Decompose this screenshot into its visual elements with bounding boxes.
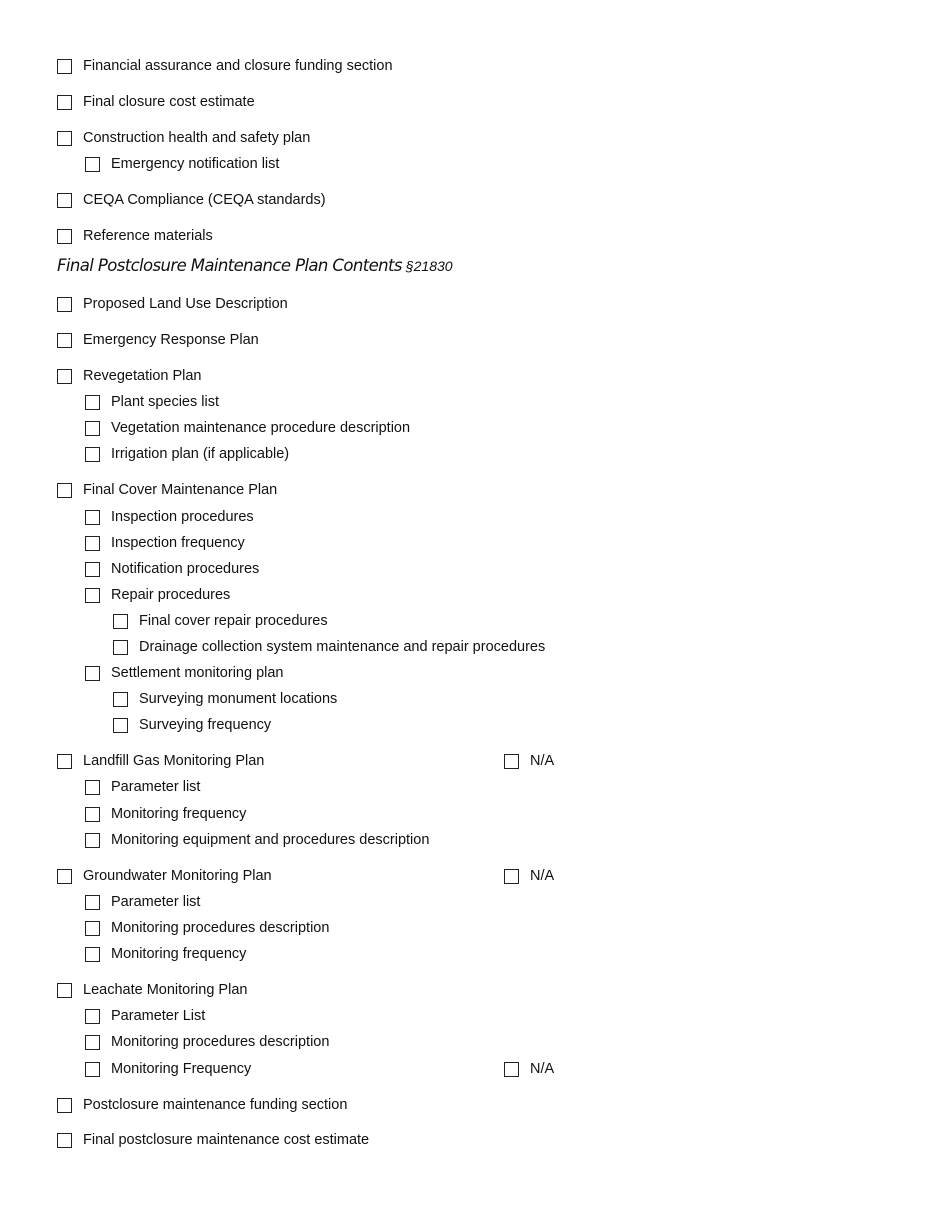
checkbox[interactable] <box>85 947 100 962</box>
checklist-label: Parameter List <box>111 1008 206 1024</box>
checklist-label: Reference materials <box>83 228 213 244</box>
checkbox[interactable] <box>85 833 100 848</box>
checklist-label: CEQA Compliance (CEQA standards) <box>83 192 326 208</box>
checklist-subitem <box>85 1006 205 1026</box>
checkbox[interactable] <box>113 614 128 629</box>
checklist-subitem <box>85 944 246 964</box>
checkbox[interactable] <box>85 921 100 936</box>
checklist-label: Parameter list <box>111 779 201 795</box>
checklist-subitem <box>85 507 254 527</box>
checkbox[interactable] <box>85 780 100 795</box>
checklist-label: Final postclosure maintenance cost estimate <box>83 1132 370 1148</box>
checklist-subitem <box>85 585 230 605</box>
checklist-label: Drainage collection system maintenance and repair procedures <box>139 639 546 655</box>
checklist-subitem <box>85 918 329 938</box>
checklist-label: Monitoring frequency <box>111 946 247 962</box>
checklist-label: Monitoring Frequency <box>111 1061 252 1077</box>
checklist-label: Proposed Land Use Description <box>83 296 288 312</box>
checklist-subitem <box>85 1059 251 1079</box>
checkbox[interactable] <box>85 562 100 577</box>
checkbox[interactable] <box>57 1098 72 1113</box>
checklist-label: Postclosure maintenance funding section <box>83 1097 348 1113</box>
checklist-item <box>57 330 259 350</box>
checklist-label: Plant species list <box>111 394 219 410</box>
checklist-subitem <box>85 1032 329 1052</box>
checklist-label: Monitoring procedures description <box>111 1034 330 1050</box>
checkbox[interactable] <box>85 421 100 436</box>
checkbox[interactable] <box>85 895 100 910</box>
checkbox[interactable] <box>113 692 128 707</box>
section-title: Final Postclosure Maintenance Plan Contents <box>57 256 402 275</box>
checklist-label: Construction health and safety plan <box>83 130 311 146</box>
checkbox[interactable] <box>85 447 100 462</box>
checklist-item <box>57 190 326 210</box>
checklist-item <box>57 226 213 246</box>
checklist-label: Revegetation Plan <box>83 368 202 384</box>
checklist-label: Notification procedures <box>111 561 260 577</box>
checklist-label: Financial assurance and closure funding section <box>83 58 393 74</box>
checklist-subitem <box>85 777 200 797</box>
checkbox[interactable] <box>113 640 128 655</box>
checklist-label: Final Cover Maintenance Plan <box>83 482 278 498</box>
checklist-item <box>57 980 247 1000</box>
checkbox[interactable] <box>85 588 100 603</box>
checkbox[interactable] <box>85 807 100 822</box>
checklist-label: Monitoring frequency <box>111 806 247 822</box>
checkbox[interactable] <box>57 131 72 146</box>
checklist-label: Leachate Monitoring Plan <box>83 982 248 998</box>
na-option <box>504 751 554 771</box>
checkbox[interactable] <box>85 1035 100 1050</box>
checkbox[interactable] <box>57 333 72 348</box>
checkbox[interactable] <box>57 297 72 312</box>
checkbox[interactable] <box>57 229 72 244</box>
checklist-label: Monitoring procedures description <box>111 920 330 936</box>
checklist-label: Monitoring equipment and procedures description <box>111 832 430 848</box>
checklist-item <box>57 1095 347 1115</box>
checklist-subsubitem <box>113 637 545 657</box>
checklist-subsubitem <box>113 715 271 735</box>
checklist-label: Vegetation maintenance procedure description <box>111 420 411 436</box>
na-checkbox[interactable] <box>504 754 519 769</box>
checklist-label: Surveying frequency <box>139 717 272 733</box>
checkbox[interactable] <box>113 718 128 733</box>
checklist-item <box>57 294 288 314</box>
section-heading <box>57 256 453 278</box>
checklist-subitem <box>85 830 429 850</box>
na-checkbox[interactable] <box>504 1062 519 1077</box>
na-checkbox[interactable] <box>504 869 519 884</box>
checklist-label: Repair procedures <box>111 587 231 603</box>
checklist-item <box>57 92 255 112</box>
checkbox[interactable] <box>57 983 72 998</box>
checkbox[interactable] <box>57 193 72 208</box>
na-label: N/A <box>530 753 555 769</box>
na-option <box>504 1059 554 1079</box>
checkbox[interactable] <box>85 157 100 172</box>
checkbox[interactable] <box>57 483 72 498</box>
checkbox[interactable] <box>85 1009 100 1024</box>
checklist-label: Final cover repair procedures <box>139 613 328 629</box>
na-label: N/A <box>530 868 555 884</box>
checklist-item <box>57 366 202 386</box>
checklist-label: Emergency notification list <box>111 156 280 172</box>
checklist-item <box>57 1130 369 1150</box>
checklist-item <box>57 866 272 886</box>
checklist-item <box>57 480 277 500</box>
checklist-subitem <box>85 392 219 412</box>
checkbox[interactable] <box>85 510 100 525</box>
checkbox[interactable] <box>57 59 72 74</box>
na-label: N/A <box>530 1061 555 1077</box>
checklist-subsubitem <box>113 611 328 631</box>
checklist-label: Inspection procedures <box>111 509 254 525</box>
na-option <box>504 866 554 886</box>
checklist-label: Groundwater Monitoring Plan <box>83 868 272 884</box>
checkbox[interactable] <box>85 395 100 410</box>
checkbox[interactable] <box>85 666 100 681</box>
checkbox[interactable] <box>85 536 100 551</box>
checklist-subitem <box>85 444 289 464</box>
checklist-subitem <box>85 154 279 174</box>
checklist-label: Final closure cost estimate <box>83 94 255 110</box>
checklist-item <box>57 128 310 148</box>
checkbox[interactable] <box>85 1062 100 1077</box>
checkbox[interactable] <box>57 1133 72 1148</box>
checklist-subitem <box>85 663 284 683</box>
checkbox[interactable] <box>57 95 72 110</box>
checklist-subitem <box>85 533 245 553</box>
checklist-label: Surveying monument locations <box>139 691 338 707</box>
section-code: §21830 <box>405 258 453 274</box>
checklist-label: Settlement monitoring plan <box>111 665 284 681</box>
checklist-label: Parameter list <box>111 894 201 910</box>
checkbox[interactable] <box>57 754 72 769</box>
checklist-label: Irrigation plan (if applicable) <box>111 446 290 462</box>
checklist-item <box>57 751 264 771</box>
checklist-label: Inspection frequency <box>111 535 245 551</box>
checklist-subitem <box>85 418 410 438</box>
checklist-label: Emergency Response Plan <box>83 332 259 348</box>
checklist-subsubitem <box>113 689 337 709</box>
checkbox[interactable] <box>57 369 72 384</box>
checklist-subitem <box>85 804 246 824</box>
checklist-label: Landfill Gas Monitoring Plan <box>83 753 265 769</box>
checkbox[interactable] <box>57 869 72 884</box>
checklist-subitem <box>85 559 259 579</box>
checklist-subitem <box>85 892 200 912</box>
checklist-item <box>57 56 393 76</box>
